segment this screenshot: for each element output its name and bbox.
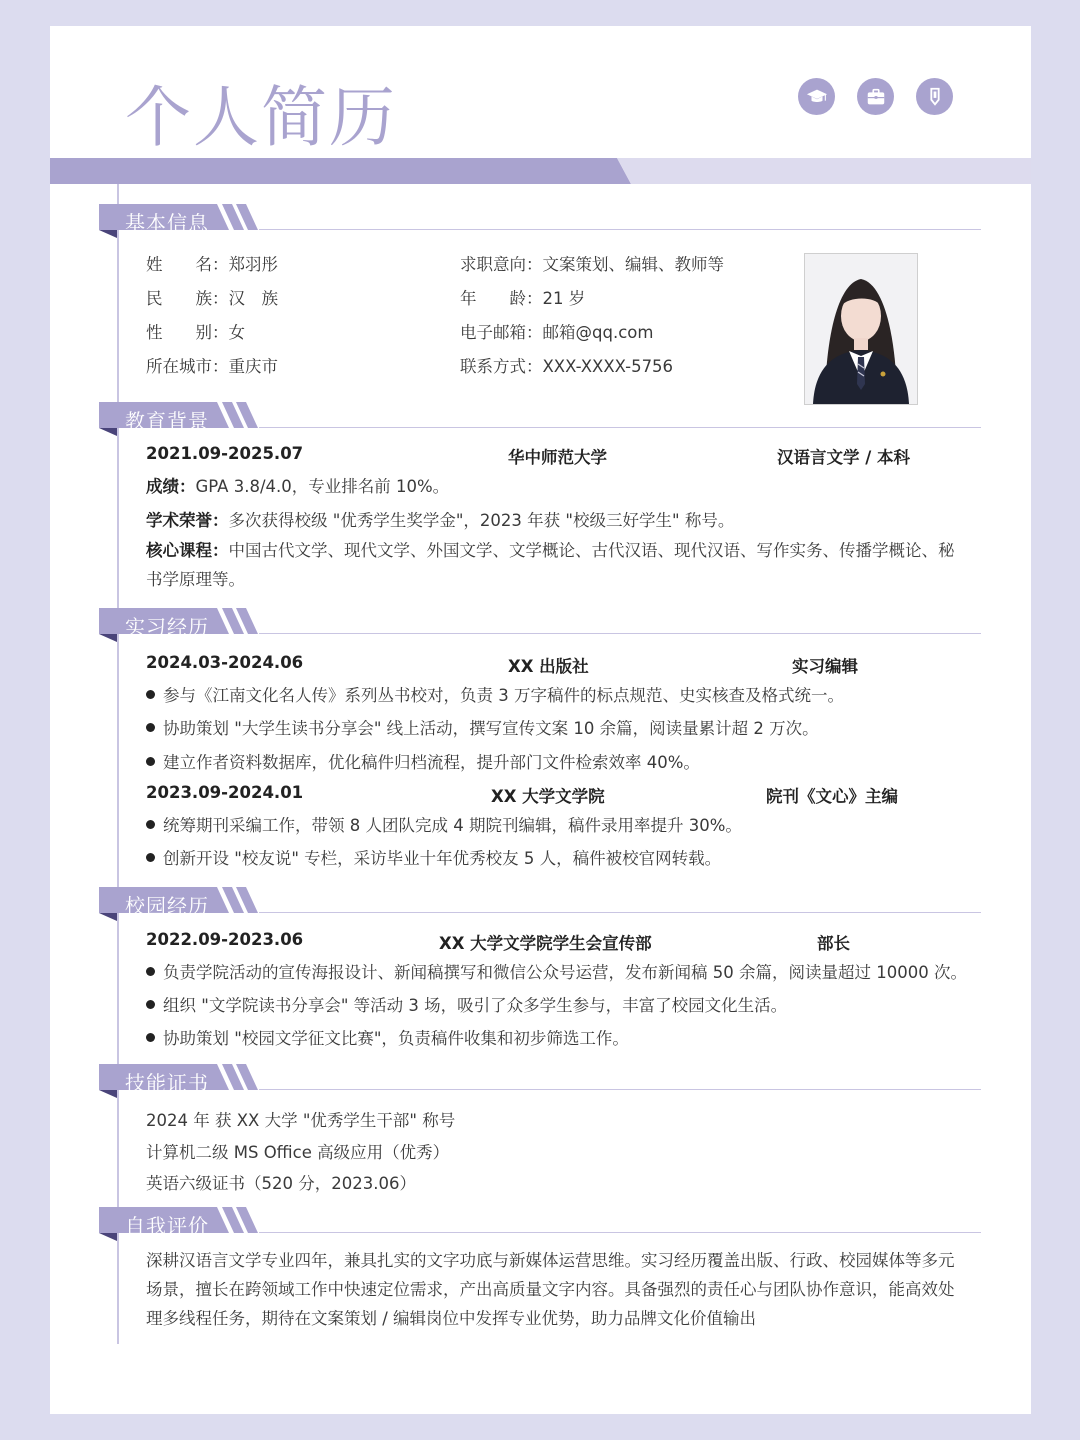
section-title: 校园经历 (125, 894, 209, 918)
label: 性 别： (146, 323, 229, 342)
resume-page (50, 26, 1031, 1414)
list-item: 组织 "文学院读书分享会" 等活动 3 场，吸引了众多学生参与，丰富了校园文化生活。 (146, 992, 787, 1016)
graduation-cap-icon (798, 78, 835, 115)
section-rule (259, 1232, 981, 1233)
label: 联系方式： (460, 357, 543, 376)
list-item: 负责学院活动的宣传海报设计、新闻稿撰写和微信公众号运营，发布新闻稿 50 余篇，阅读量超过 10000 次。 (146, 959, 967, 983)
section-title: 自我评价 (125, 1214, 209, 1238)
label: 民 族： (146, 289, 229, 308)
list-item: 2024 年 获 XX 大学 "优秀学生干部" 称号 (146, 1111, 456, 1130)
email-value: 邮箱@qq.com (542, 323, 654, 342)
value: GPA 3.8/4.0，专业排名前 10%。 (195, 477, 450, 496)
list-item: 协助策划 "大学生读书分享会" 线上活动，撰写宣传文案 10 余篇，阅读量累计超 2 万次。 (146, 715, 819, 739)
section-title: 技能证书 (125, 1071, 209, 1095)
list-item: 英语六级证书（520 分，2023.06） (146, 1174, 416, 1193)
age-row (460, 285, 585, 309)
label: 年 龄： (460, 289, 543, 308)
job-org: XX 出版社 (508, 657, 589, 676)
label: 所在城市： (146, 357, 229, 376)
section-rule (259, 427, 981, 428)
profile-photo (804, 253, 918, 405)
job-period: 2024.03-2024.06 (146, 653, 304, 672)
label: 电子邮箱： (460, 323, 543, 342)
label: 求职意向： (460, 255, 543, 274)
list-item: 协助策划 "校园文学征文比赛"，负责稿件收集和初步筛选工作。 (146, 1025, 629, 1049)
section-header-self (99, 1207, 981, 1241)
job-role: 院刊《文心》主编 (766, 787, 898, 806)
edu-period: 2021.09-2025.07 (146, 444, 304, 463)
label: 核心课程： (146, 541, 229, 560)
section-header-basic (99, 204, 981, 238)
edu-gpa (146, 473, 449, 497)
campus-period: 2022.09-2023.06 (146, 930, 304, 949)
section-rule (259, 633, 981, 634)
timeline-line (117, 184, 119, 1344)
edu-major: 汉语言文学 / 本科 (777, 448, 911, 467)
list-item: 建立作者资料数据库，优化稿件归档流程，提升部门文件检索效率 40%。 (146, 749, 700, 773)
label: 成绩： (146, 477, 196, 496)
label: 姓 名： (146, 255, 229, 274)
gender-row (146, 319, 245, 343)
section-title: 实习经历 (125, 615, 209, 639)
value: 多次获得校级 "优秀学生奖学金"，2023 年获 "校级三好学生" 称号。 (228, 511, 735, 530)
section-header-skills (99, 1064, 981, 1098)
ethnic-value: 汉 族 (228, 289, 278, 308)
edu-school: 华中师范大学 (508, 448, 607, 467)
gender-value: 女 (228, 323, 245, 342)
label: 学术荣誉： (146, 511, 229, 530)
intent-value: 文案策划、编辑、教师等 (542, 255, 724, 274)
name-row (146, 251, 278, 275)
city-value: 重庆市 (228, 357, 278, 376)
section-header-internship (99, 608, 981, 642)
header-band (50, 158, 1031, 184)
campus-org: XX 大学文学院学生会宣传部 (439, 934, 652, 953)
job-org: XX 大学文学院 (491, 787, 605, 806)
self-evaluation: 深耕汉语言文学专业四年，兼具扎实的文字功底与新媒体运营思维。实习经历覆盖出版、行政、校园媒体等多元场景，擅长在跨领域工作中快速定位需求，产出高质量文字内容。具备强烈的责任心与团队协作意识，能高效处理多线程任务，期待在文案策划 / 编辑岗位中发挥专业优势，助力品牌文化价值输出 (146, 1251, 955, 1328)
email-row (460, 319, 653, 343)
section-title: 教育背景 (125, 409, 209, 433)
section-header-education (99, 402, 981, 436)
job-role: 实习编辑 (792, 657, 858, 676)
list-item: 计算机二级 MS Office 高级应用（优秀） (146, 1143, 450, 1162)
city-row (146, 353, 278, 377)
list-item: 创新开设 "校友说" 专栏，采访毕业十年优秀校友 5 人，稿件被校官网转载。 (146, 845, 721, 869)
list-item: 参与《江南文化名人传》系列丛书校对，负责 3 万字稿件的标点规范、史实核查及格式统一。 (146, 682, 844, 706)
job-period: 2023.09-2024.01 (146, 783, 304, 802)
edu-course (146, 536, 964, 594)
header-icons (798, 78, 953, 115)
ethnic-row (146, 285, 278, 309)
section-title: 基本信息 (125, 211, 209, 235)
section-rule (259, 1089, 981, 1090)
age-value: 21 岁 (542, 289, 586, 308)
name-value: 郑羽彤 (228, 255, 278, 274)
section-header-campus (99, 887, 981, 921)
list-item: 统筹期刊采编工作，带领 8 人团队完成 4 期院刊编辑，稿件录用率提升 30%。 (146, 812, 742, 836)
briefcase-icon (857, 78, 894, 115)
pen-icon (916, 78, 953, 115)
phone-value: XXX-XXXX-5756 (542, 357, 674, 376)
intent-row (460, 251, 724, 275)
edu-honor (146, 507, 734, 531)
phone-row (460, 353, 673, 377)
page-title: 个人简历 (125, 79, 397, 156)
campus-role: 部长 (817, 934, 850, 953)
section-rule (259, 229, 981, 230)
section-rule (259, 912, 981, 913)
value: 中国古代文学、现代文学、外国文学、文学概论、古代汉语、现代汉语、写作实务、传播学概论、秘书学原理等。 (146, 541, 955, 589)
